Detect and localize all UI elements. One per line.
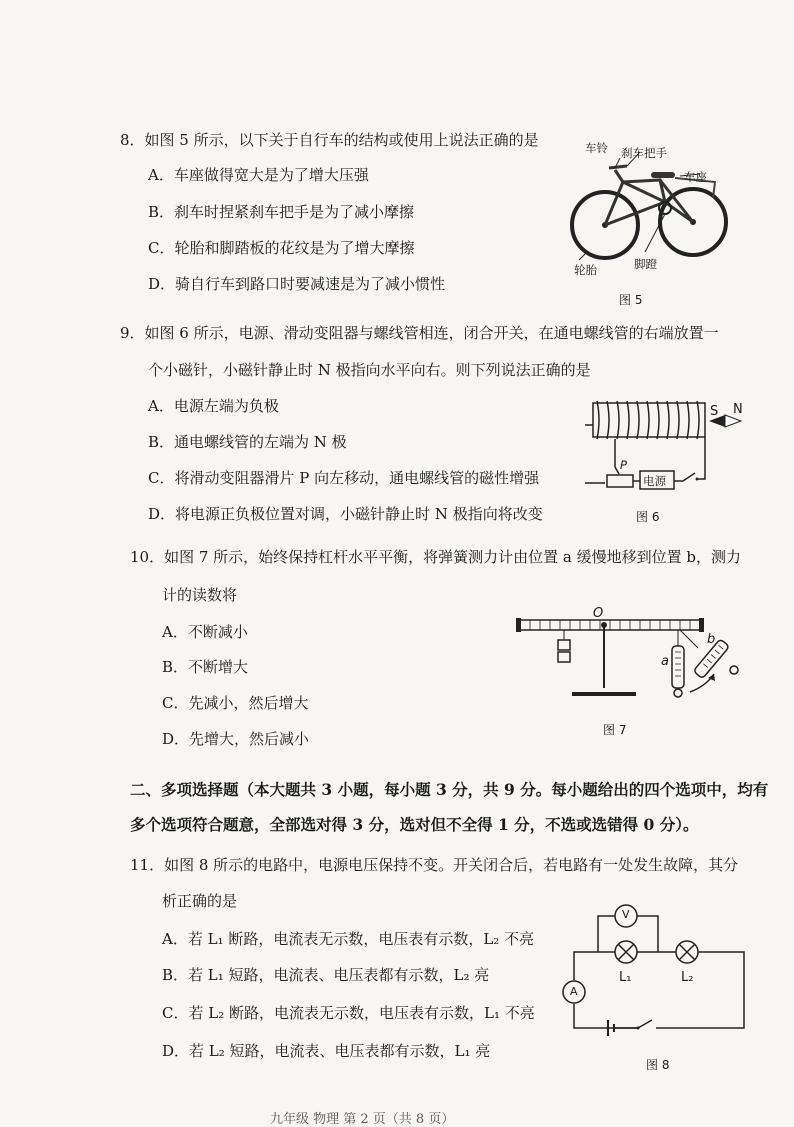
q11-stem-line2: 析正确的是 bbox=[162, 892, 238, 910]
label-brake-lever: 刹车把手 bbox=[621, 146, 667, 160]
label-bell: 车铃 bbox=[585, 141, 608, 155]
q10-option-d: D．先增大，然后减小 bbox=[162, 730, 310, 748]
label-position-b: b bbox=[707, 632, 716, 647]
q11-option-b: B．若 L₁ 短路，电流表、电压表都有示数，L₂ 亮 bbox=[162, 966, 490, 984]
q9-option-d: D．将电源正负极位置对调，小磁针静止时 N 极指向将改变 bbox=[148, 505, 543, 523]
q8-option-a: A．车座做得宽大是为了增大压强 bbox=[148, 166, 369, 184]
label-slider-p: P bbox=[620, 458, 627, 472]
figure-5-caption: 图 5 bbox=[619, 293, 643, 307]
q11-option-d: D．若 L₂ 短路，电流表、电压表都有示数，L₁ 亮 bbox=[162, 1042, 491, 1060]
q9-option-c: C．将滑动变阻器滑片 P 向左移动，通电螺线管的磁性增强 bbox=[148, 469, 540, 487]
q10-option-b: B．不断增大 bbox=[162, 658, 249, 676]
circuit-figure bbox=[560, 900, 750, 1050]
label-pivot-o: O bbox=[593, 606, 604, 621]
label-tire: 轮胎 bbox=[574, 263, 597, 277]
q9-option-b: B．通电螺线管的左端为 N 极 bbox=[148, 433, 347, 451]
figure-7-caption: 图 7 bbox=[603, 723, 627, 737]
q10-option-a: A．不断减小 bbox=[162, 623, 248, 641]
q11-option-c: C．若 L₂ 断路，电流表无示数，电压表有示数，L₁ 不亮 bbox=[162, 1004, 535, 1022]
voltmeter-icon: V bbox=[622, 908, 630, 921]
q10-stem-line1: 10．如图 7 所示，始终保持杠杆水平平衡，将弹簧测力计由位置 a 缓慢地移到位置 b，测力 bbox=[130, 548, 742, 566]
q8-option-c: C．轮胎和脚踏板的花纹是为了增大摩擦 bbox=[148, 239, 415, 257]
q8-stem: 8．如图 5 所示，以下关于自行车的结构或使用上说法正确的是 bbox=[120, 131, 539, 149]
section-2-heading-line1: 二、多项选择题（本大题共 3 小题，每小题 3 分，共 9 分。每小题给出的四个选项中，均有 bbox=[130, 780, 769, 799]
q11-stem-line1: 11．如图 8 所示的电路中，电源电压保持不变。开关闭合后，若电路有一处发生故障，其分 bbox=[130, 856, 739, 874]
lever-figure bbox=[512, 608, 752, 718]
section-2-heading-line2: 多个选项符合题意，全部选对得 3 分，选对但不全得 1 分，不选或选错得 0 分）。 bbox=[130, 815, 699, 834]
label-pedal: 脚蹬 bbox=[634, 257, 657, 271]
page-footer: 九年级 物理 第 2 页（共 8 页） bbox=[270, 1112, 455, 1127]
q10-stem-line2: 计的读数将 bbox=[162, 586, 238, 604]
solenoid-circuit-figure bbox=[585, 395, 755, 495]
label-lamp-l1: L₁ bbox=[619, 970, 632, 985]
label-position-a: a bbox=[661, 654, 669, 669]
q11-option-a: A．若 L₁ 断路，电流表无示数，电压表有示数，L₂ 不亮 bbox=[162, 930, 535, 948]
q9-stem-line2: 个小磁针，小磁针静止时 N 极指向水平向右。则下列说法正确的是 bbox=[148, 361, 591, 379]
label-seat: 车座 bbox=[684, 170, 707, 184]
ammeter-icon: A bbox=[570, 985, 578, 998]
label-s-pole: S bbox=[710, 404, 719, 419]
label-n-pole: N bbox=[733, 402, 743, 417]
q8-option-b: B．刹车时捏紧刹车把手是为了减小摩擦 bbox=[148, 203, 415, 221]
figure-6-caption: 图 6 bbox=[636, 510, 660, 524]
q9-stem-line1: 9．如图 6 所示，电源、滑动变阻器与螺线管相连，闭合开关，在通电螺线管的右端放置一 bbox=[120, 324, 719, 342]
label-lamp-l2: L₂ bbox=[681, 970, 694, 985]
label-power-source: 电源 bbox=[643, 474, 666, 488]
figure-8-caption: 图 8 bbox=[646, 1058, 670, 1072]
q9-option-a: A．电源左端为负极 bbox=[148, 397, 279, 415]
q8-option-d: D．骑自行车到路口时要减速是为了减小惯性 bbox=[148, 275, 446, 293]
q10-option-c: C．先减小，然后增大 bbox=[162, 694, 309, 712]
